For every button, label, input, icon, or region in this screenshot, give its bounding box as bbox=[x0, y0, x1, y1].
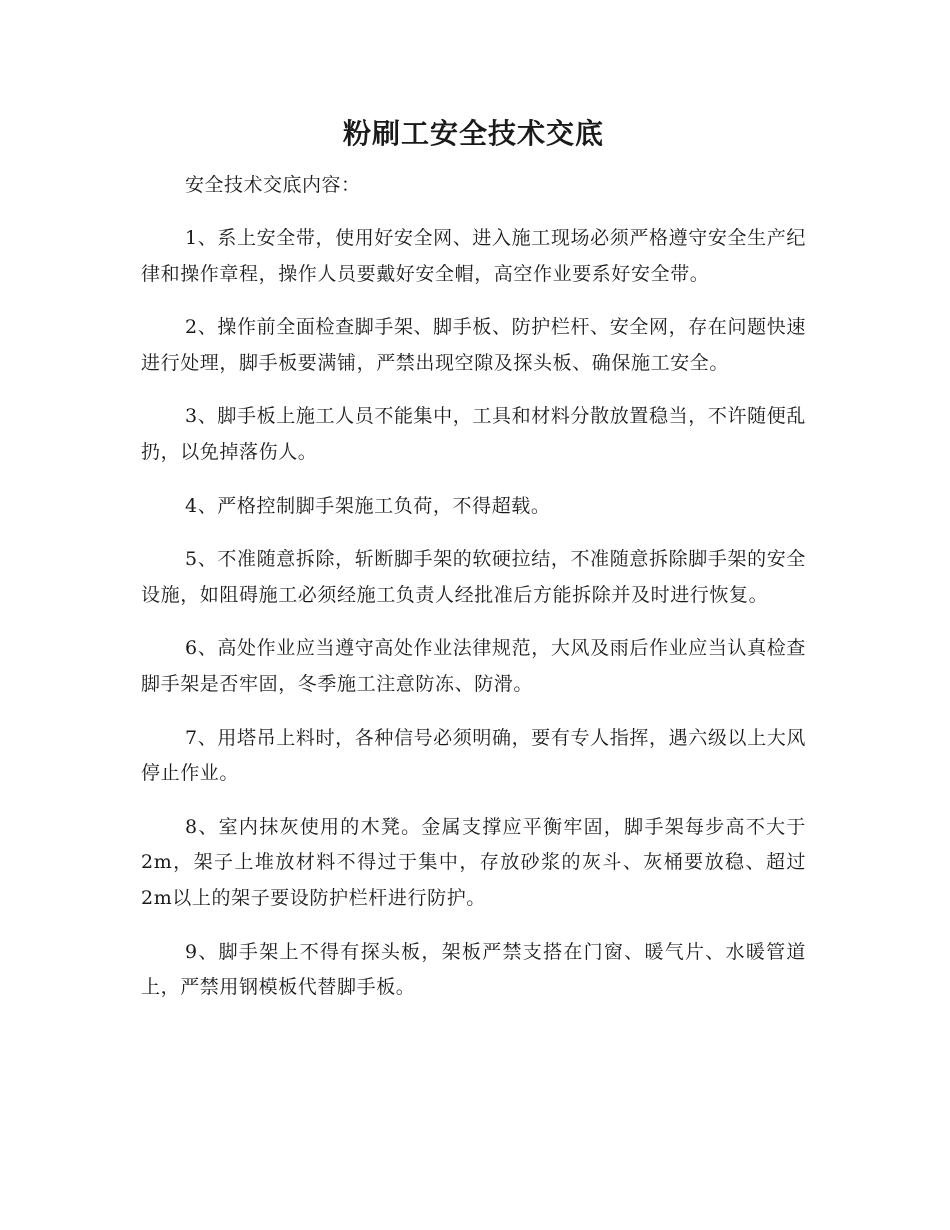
safety-item-1 bbox=[141, 221, 806, 292]
document-title: 粉刷工安全技术交底 bbox=[342, 117, 604, 150]
safety-item-text: 6、高处作业应当遵守高处作业法律规范，大风及雨后作业应当认真检查脚手架是否牢固，冬季施工注意防冻、防滑。 bbox=[141, 637, 806, 695]
document-page bbox=[141, 110, 806, 1006]
safety-item-8 bbox=[141, 810, 806, 917]
safety-item-list bbox=[141, 221, 806, 1006]
safety-item-2 bbox=[141, 310, 806, 381]
safety-item-text: 2、操作前全面检查脚手架、脚手板、防护栏杆、安全网，存在问题快速进行处理，脚手板要满铺，严禁出现空隙及探头板、确保施工安全。 bbox=[141, 316, 806, 374]
safety-item-text: 3、脚手板上施工人员不能集中，工具和材料分散放置稳当，不许随便乱扔，以免掉落伤人。 bbox=[141, 405, 806, 463]
safety-item-text: 1、系上安全带，使用好安全网、进入施工现场必须严格遵守安全生产纪律和操作章程，操作人员要戴好安全帽，高空作业要系好安全带。 bbox=[141, 227, 806, 285]
safety-item-7 bbox=[141, 721, 806, 792]
safety-item-text: 5、不准随意拆除，斩断脚手架的软硬拉结，不准随意拆除脚手架的安全设施，如阻碍施工必须经施工负责人经批准后方能拆除并及时进行恢复。 bbox=[141, 548, 806, 606]
safety-item-text: 9、脚手架上不得有探头板，架板严禁支搭在门窗、暖气片、水暖管道上，严禁用钢模板代替脚手板。 bbox=[141, 940, 806, 999]
safety-item-text: 7、用塔吊上料时，各种信号必须明确，要有专人指挥，遇六级以上大风停止作业。 bbox=[141, 726, 806, 785]
safety-item-6 bbox=[141, 631, 806, 702]
safety-item-4 bbox=[141, 489, 806, 525]
safety-item-9 bbox=[141, 935, 806, 1006]
safety-item-5 bbox=[141, 542, 806, 613]
safety-item-text: 4、严格控制脚手架施工负荷，不得超载。 bbox=[185, 494, 551, 517]
intro-label: 安全技术交底内容： bbox=[185, 174, 361, 196]
safety-item-text: 8、室内抹灰使用的木凳。金属支撑应平衡牢固，脚手架每步高不大于2m，架子上堆放材料不得过于集中，存放砂浆的灰斗、灰桶要放稳、超过2m以上的架子要设防护栏杆进行防护。 bbox=[141, 815, 806, 909]
safety-item-3 bbox=[141, 399, 806, 470]
